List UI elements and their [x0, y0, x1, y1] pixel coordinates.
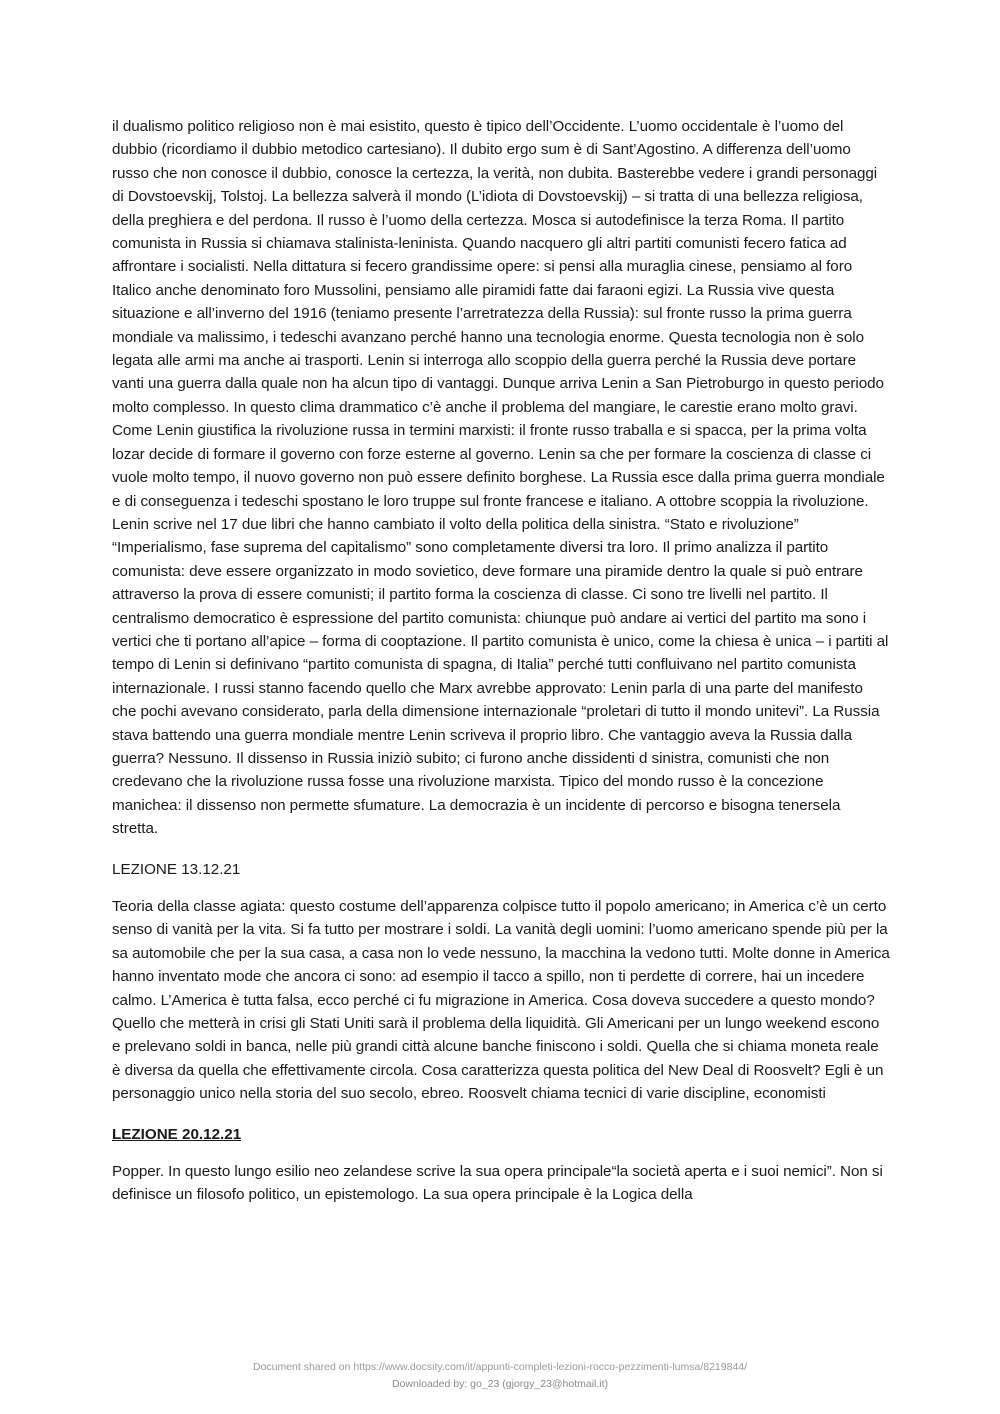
paragraph-popper: Popper. In questo lungo esilio neo zelandese scrive la sua opera principale“la società aperta e i suoi nemici”. Non si definisce un filosofo politico, un epistemologo. La sua opera principale è la Logica della	[112, 1163, 883, 1204]
footer-downloaded-by: Downloaded by: go_23 (gjorgy_23@hotmail.it)	[391, 1378, 609, 1390]
footer-shared-link[interactable]: Document shared on https://www.docsity.com/it/appunti-completi-lezioni-rocco-pezzimenti-lumsa/8219844/	[252, 1361, 748, 1373]
lesson-heading-13-12-21: LEZIONE 13.12.21	[112, 860, 241, 878]
paragraph-classe-agiata: Teoria della classe agiata: questo costume dell’apparenza colpisce tutto il popolo americano; in America c’è un certo senso di vanità per la vita. Si fa tutto per mostrare i soldi. La vanità degli uomini: l’uomo americano spende più per la sa automobile che per la sua casa, a casa non lo vede nessuno, la macchina la vedono tutti. Molte donne in America hanno inventato mode che ancora ci sono: ad esempio il tacco a spillo, non ti perdette di correre, hai un incedere calmo. L’America è tutta falsa, ecco perché ci fu migrazione in America. Cosa doveva succedere a questo mondo? Quello che metterà in crisi gli Stati Uniti sarà il problema della liquidità. Gli Americani per un lungo weekend escono e prelevano soldi in banca, nelle più grandi città alcune banche finiscono i soldi. Quella che si chiama moneta reale è diversa da quella che effettivamente circola. Cosa caratterizza questa politica del New Deal di Roosvelt? Egli è un personaggio unico nella storia del suo secolo, ebreo. Roosvelt chiama tecnici di varie discipline, economisti	[112, 898, 890, 1103]
document-body	[112, 115, 890, 1207]
lesson-heading-20-12-21: LEZIONE 20.12.21	[112, 1125, 242, 1143]
paragraph-dualismo: il dualismo politico religioso non è mai esistito, questo è tipico dell’Occidente. L’uomo occidentale è l’uomo del dubbio (ricordiamo il dubbio metodico cartesiano). Il dubito ergo sum è di Sant’Agostino. A differenza dell’uomo russo che non conosce il dubbio, conosce la certezza, la verità, non dubita. Basterebbe vedere i grandi personaggi di Dovstoevskij, Tolstoj. La bellezza salverà il mondo (L’idiota di Dovstoevskij) – si tratta di una bellezza religiosa, della preghiera e del perdona. Il russo è l’uomo della certezza. Mosca si autodefinisce la terza Roma. Il partito comunista in Russia si chiamava stalinista-leninista. Quando nacquero gli altri partiti comunisti fecero fatica ad affrontare i socialisti. Nella dittatura si fecero grandissime opere: si pensi alla muraglia cinese, pensiamo al foro Italico anche denominato foro Mussolini, pensiamo alle piramidi fatte dai faraoni egizi. La Russia vive questa situazione e all’inverno del 1916 (teniamo presente l’arretratezza della Russia): sul fronte russo la prima guerra mondiale va malissimo, i tedeschi avanzano perché hanno una tecnologia enorme. Questa tecnologia non è solo legata alle armi ma anche ai trasporti. Lenin si interroga allo scoppio della guerra perché la Russia deve portare vanti una guerra dalla quale non ha alcun tipo di vantaggi. Dunque arriva Lenin a San Pietroburgo in questo periodo molto complesso. In questo clima drammatico c’è anche il problema del mangiare, le carestie erano molto gravi. Come Lenin giustifica la rivoluzione russa in termini marxisti: il fronte russo traballa e si spacca, per la prima volta lozar decide di formare il governo con forze esterne al governo. Lenin sa che per formare la coscienza di classe ci vuole molto tempo, il nuovo governo non può essere definito borghese. La Russia esce dalla prima guerra mondiale e di conseguenza i tedeschi spostano le loro truppe sul fronte francese e italiano. A ottobre scoppia la rivoluzione. Lenin scrive nel 17 due libri che hanno cambiato il volto della politica della sinistra. “Stato e rivoluzione” “Imperialismo, fase suprema del capitalismo” sono completamente diversi tra loro. Il primo analizza il partito comunista: deve essere organizzato in modo sovietico, deve formare una piramide dentro la quale si può entrare attraverso la prova di essere comunisti; il partito forma la coscienza di classe. Ci sono tre livelli nel partito. Il centralismo democratico è espressione del partito comunista: chiunque può andare ai vertici del partito ma sono i vertici che ti portano all’apice – forma di cooptazione. Il partito comunista è unico, come la chiesa è unica – i partiti al tempo di Lenin si definivano “partito comunista di spagna, di Italia” perché tutti confluivano nel partito comunista internazionale. I russi stanno facendo quello che Marx avrebbe approvato: Lenin parla di una parte del manifesto che pochi avevano considerato, parla della dimensione internazionale “proletari di tutto il mondo unitevi”. La Russia stava battendo una guerra mondiale mentre Lenin scriveva il proprio libro. Che vantaggio aveva la Russia dalla guerra? Nessuno. Il dissenso in Russia iniziò subito; ci furono anche dissidenti d sinistra, comunisti che non credevano che la rivoluzione russa fosse una rivoluzione marxista. Tipico del mondo russo è la concezione manichea: il dissenso non permette sfumature. La democrazia è un incidente di percorso e bisogna tenersela stretta.	[112, 118, 889, 838]
